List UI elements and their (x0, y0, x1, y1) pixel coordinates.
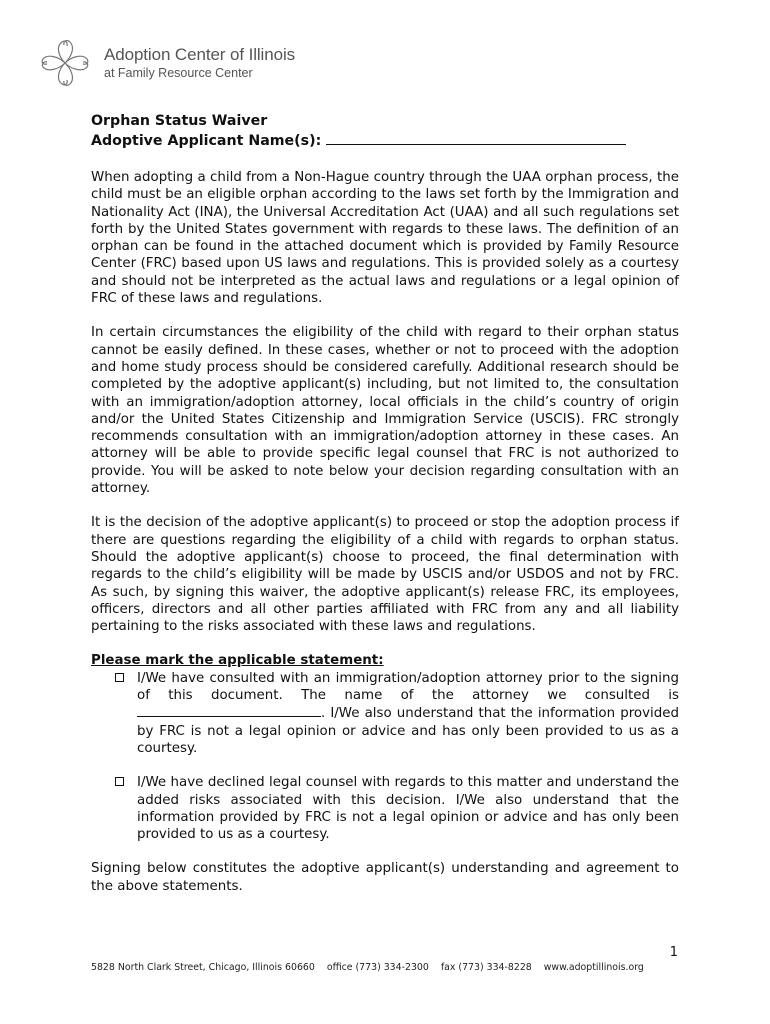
option-declined-text: I/We have declined legal counsel with regards to this matter and understand the added risks associated with this decision. I/We also understand that the information provided by FRC is not a legal opinion or advice and has only been provided to us as a courtesy. (137, 775, 679, 843)
paragraph-2: In certain circumstances the eligibility of the child with regard to their orphan status cannot be easily defined. In these cases, whether or not to proceed with the adoption and home study process should be considered carefully. Additional research should be completed by the adoptive applicant(s) including, but not limited to, the consultation with an immigration/adoption attorney, local officials in the child’s country of origin and/or the United States Citizenship and Immigration Service (USCIS). FRC strongly recommends consultation with an immigration/adoption attorney in these cases. An attorney will be able to provide specific legal counsel that FRC is not authorized to provide. You will be asked to note below your decision regarding consultation with an attorney. (91, 325, 679, 497)
org-name: Adoption Center of Illinois (104, 45, 296, 64)
option-declined (91, 774, 679, 843)
option-consulted (91, 670, 679, 757)
footer-fax: fax (773) 334-8228 (440, 962, 532, 973)
document-body (91, 112, 679, 895)
consulted-checkbox[interactable] (115, 673, 124, 682)
closing-statement: Signing below constitutes the adoptive applicant(s) understanding and agreement to the above statements. (91, 861, 679, 894)
applicant-name-line (91, 130, 679, 150)
document-title: Orphan Status Waiver (91, 113, 268, 129)
heart-flower-logo-icon (36, 36, 94, 90)
option-consulted-text-2: . I/We also understand that the information provided by FRC is not a legal opinion or advice and has only been provided to us as a courtesy. (137, 706, 679, 756)
paragraph-1: When adopting a child from a Non-Hague country through the UAA orphan process, the child must be an eligible orphan according to the laws set forth by the Immigration and Nationality Act (INA), the Universal Accreditation Act (UAA) and all such regulations set forth by the United States government with regards to these laws. The definition of an orphan can be found in the attached document which is provided by Family Resource Center (FRC) based upon US laws and regulations. This is provided solely as a courtesy and should not be interpreted as the actual laws and regulations or a legal opinion of FRC of these laws and regulations. (91, 170, 679, 307)
footer (91, 962, 679, 973)
paragraph-3: It is the decision of the adoptive applicant(s) to proceed or stop the adoption process if there are questions regarding the eligibility of a child with regards to orphan status. Should the adoptive applicant(s) choose to proceed, the final determination with regards to the child’s eligibility will be made by USCIS and/or USDOS and not by FRC. As such, by signing this waiver, the adoptive applicant(s) release FRC, its employees, officers, directors and all other parties affiliated with FRC from any and all liability pertaining to the risks associated with these laws and regulations. (91, 515, 679, 635)
applicant-name-label: Adoptive Applicant Name(s): (91, 133, 327, 149)
footer-address: 5828 North Clark Street, Chicago, Illinois 60660 (91, 962, 315, 973)
declined-checkbox[interactable] (115, 777, 124, 786)
applicant-name-field[interactable] (326, 130, 626, 145)
footer-website: www.adoptillinois.org (543, 962, 644, 973)
org-subtitle: at Family Resource Center (104, 66, 253, 80)
options-heading: Please mark the applicable statement: (91, 653, 384, 669)
org-logo (36, 36, 295, 90)
attorney-name-field[interactable] (137, 704, 321, 717)
option-consulted-text-1: I/We have consulted with an immigration/adoption attorney prior to the signing of this document. The name of the attorney we consulted is (137, 670, 679, 704)
page-number: 1 (669, 945, 678, 960)
footer-office: office (773) 334-2300 (326, 962, 429, 973)
